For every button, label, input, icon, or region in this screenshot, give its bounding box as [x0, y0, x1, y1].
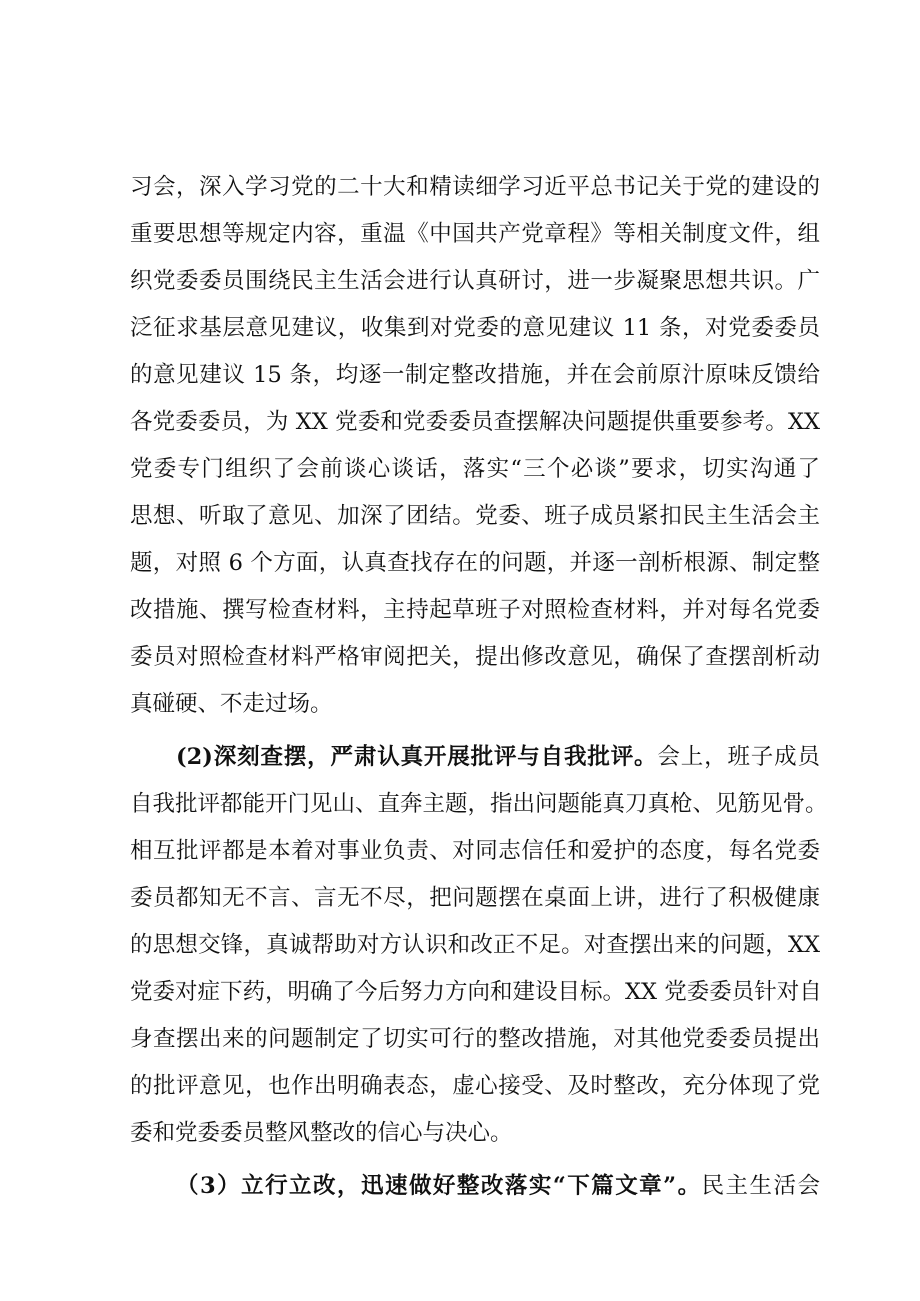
text-line: 泛征求基层意见建议，收集到对党委的意见建议 11 条，对党委委员 [130, 315, 820, 341]
text-line: 身查摆出来的问题制定了切实可行的整改措施，对其他党委委员提出 [130, 1026, 820, 1052]
text-line: 的思想交锋，真诚帮助对方认识和改正不足。对查摆出来的问题，XX [130, 932, 820, 958]
section-heading: (2)深刻查摆，严肃认真开展批评与自我批评。 [176, 744, 658, 770]
text-line: 思想、听取了意见、加深了团结。党委、班子成员紧扣民主生活会主 [130, 503, 820, 529]
text-line: 相互批评都是本着对事业负责、对同志信任和爱护的态度，每名党委 [130, 838, 820, 864]
text-line: 改措施、撰写检查材料，主持起草班子对照检查材料，并对每名党委 [130, 597, 820, 623]
text-run: 会上，班子成员 [657, 744, 820, 770]
section-heading: （3）立行立改，迅速做好整改落实“下篇文章”。 [176, 1173, 702, 1199]
text-line: 委员都知无不言、言无不尽，把问题摆在桌面上讲，进行了积极健康 [130, 885, 820, 911]
text-line: 各党委委员，为 XX 党委和党委委员查摆解决问题提供重要参考。XX [130, 409, 820, 435]
text-line: 自我批评都能开门见山、直奔主题，指出问题能真刀真枪、见筋见骨。 [130, 791, 828, 817]
text-line: 题，对照 6 个方面，认真查找存在的问题，并逐一剖析根源、制定整 [130, 550, 820, 576]
text-line: 习会，深入学习党的二十大和精读细学习近平总书记关于党的建设的 [130, 174, 820, 200]
text-line: 党委对症下药，明确了今后努力方向和建设目标。XX 党委委员针对自 [130, 979, 822, 1005]
text-line: 的批评意见，也作出明确表态，虚心接受、及时整改，充分体现了党 [130, 1073, 820, 1099]
text-line: 的意见建议 15 条，均逐一制定整改措施，并在会前原汁原味反馈给 [130, 362, 820, 388]
text-line: 真碰硬、不走过场。 [130, 691, 333, 717]
paragraph-heading-line [176, 737, 820, 777]
text-line: 织党委委员围绕民主生活会进行认真研讨，进一步凝聚思想共识。广 [130, 268, 820, 294]
text-line: 重要思想等规定内容，重温《中国共产党章程》等相关制度文件，组 [130, 221, 820, 247]
text-line: 委和党委委员整风整改的信心与决心。 [130, 1120, 513, 1146]
text-run: 民主生活会 [701, 1173, 820, 1199]
text-line: 委员对照检查材料严格审阅把关，提出修改意见，确保了查摆剖析动 [130, 644, 820, 670]
text-line: 党委专门组织了会前谈心谈话，落实“三个必谈”要求，切实沟通了 [130, 456, 820, 482]
paragraph-heading-line [176, 1166, 820, 1206]
